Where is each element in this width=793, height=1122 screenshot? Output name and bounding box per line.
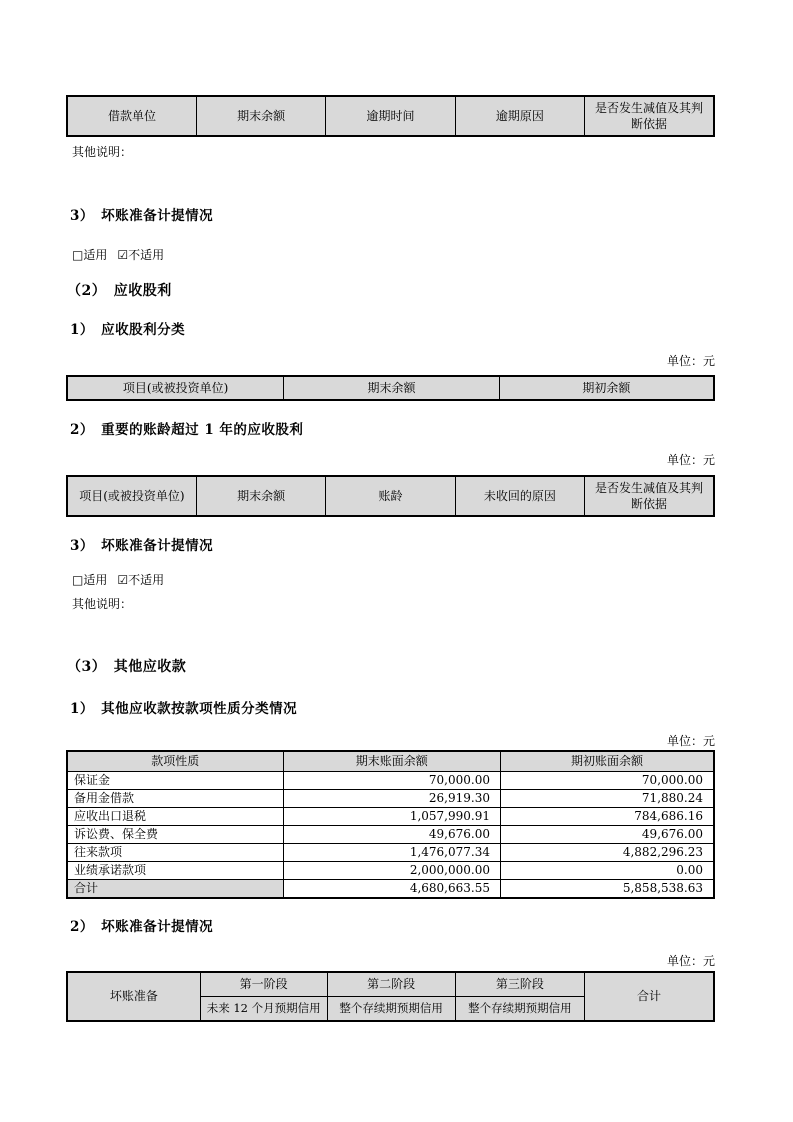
opening-amount-cell: 0.00 (500, 862, 714, 880)
closing-amount-cell: 26,919.30 (283, 790, 500, 808)
nature-classification-table (66, 750, 715, 899)
column-header: 未收回的原因 (455, 476, 584, 516)
closing-amount-cell: 1,057,990.91 (283, 808, 500, 826)
column-header: 款项性质 (67, 751, 283, 772)
opening-amount-cell: 5,858,538.63 (500, 880, 714, 899)
checkbox-applicable: □适用 (72, 573, 108, 587)
other-notes-label: 其他说明： (72, 597, 133, 611)
opening-amount-cell: 4,882,296.23 (500, 844, 714, 862)
applicability-line (72, 246, 164, 263)
other-notes-label: 其他说明： (72, 145, 133, 159)
closing-amount-cell: 2,000,000.00 (283, 862, 500, 880)
table-header-row (67, 376, 714, 400)
table-header-row (67, 476, 714, 516)
column-subheader: 整个存续期预期信用 (327, 997, 455, 1022)
column-subheader: 未来 12 个月预期信用 (200, 997, 327, 1022)
table-row (67, 790, 714, 808)
row-label-cell: 业绩承诺款项 (67, 862, 283, 880)
column-header: 第三阶段 (455, 972, 584, 997)
table-row (67, 862, 714, 880)
table-header-row (67, 96, 714, 136)
opening-amount-cell: 49,676.00 (500, 826, 714, 844)
table-row (67, 826, 714, 844)
column-header: 项目(或被投资单位) (67, 376, 284, 400)
unit-label: 单位：元 (666, 354, 715, 368)
column-header: 期末余额 (196, 476, 325, 516)
unit-label: 单位：元 (666, 734, 715, 748)
column-header: 借款单位 (67, 96, 196, 136)
column-header: 是否发生减值及其判断依据 (585, 476, 714, 516)
closing-amount-cell: 4,680,663.55 (283, 880, 500, 899)
dividend-classification-table (66, 375, 715, 401)
table-row (67, 772, 714, 790)
closing-amount-cell: 49,676.00 (283, 826, 500, 844)
opening-amount-cell: 70,000.00 (500, 772, 714, 790)
row-label-cell: 往来款项 (67, 844, 283, 862)
column-header: 逾期原因 (455, 96, 584, 136)
column-header: 期末账面余额 (283, 751, 500, 772)
row-label-cell: 保证金 (67, 772, 283, 790)
column-header: 期末余额 (284, 376, 499, 400)
table-row (67, 808, 714, 826)
table-total-row (67, 880, 714, 899)
bad-debt-stages-table (66, 971, 715, 1022)
column-header: 期初余额 (499, 376, 714, 400)
column-header: 逾期时间 (326, 96, 455, 136)
row-label-cell: 应收出口退税 (67, 808, 283, 826)
overdue-loans-table (66, 95, 715, 137)
section-heading-dividends-receivable: （2） 应收股利 (67, 283, 172, 299)
overdue-dividend-table (66, 475, 715, 517)
table-row (67, 844, 714, 862)
row-label-cell: 诉讼费、保全费 (67, 826, 283, 844)
section-heading-other-receivables: （3） 其他应收款 (67, 659, 187, 675)
row-label-cell: 备用金借款 (67, 790, 283, 808)
column-header: 账龄 (326, 476, 455, 516)
section-heading-dividend-over-1-year: 2） 重要的账龄超过 1 年的应收股利 (70, 422, 304, 438)
column-header: 第二阶段 (327, 972, 455, 997)
total-label-cell: 合计 (67, 880, 283, 899)
column-header: 第一阶段 (200, 972, 327, 997)
total-header-cell: 合计 (585, 972, 714, 1021)
checkbox-not-applicable: ☑不适用 (117, 573, 165, 587)
unit-label: 单位：元 (666, 954, 715, 968)
section-heading-bad-debt-provision: 3） 坏账准备计提情况 (70, 208, 214, 224)
applicability-line (72, 571, 164, 588)
column-header: 项目(或被投资单位) (67, 476, 196, 516)
section-heading-dividend-classification: 1） 应收股利分类 (70, 322, 186, 338)
table-header-row (67, 972, 714, 997)
table-header-row (67, 751, 714, 772)
column-header: 期末余额 (196, 96, 325, 136)
opening-amount-cell: 71,880.24 (500, 790, 714, 808)
section-heading-nature-classification: 1） 其他应收款按款项性质分类情况 (70, 701, 298, 717)
checkbox-applicable: □适用 (72, 248, 108, 262)
closing-amount-cell: 70,000.00 (283, 772, 500, 790)
unit-label: 单位：元 (666, 453, 715, 467)
column-subheader: 整个存续期预期信用 (455, 997, 584, 1022)
column-header: 期初账面余额 (500, 751, 714, 772)
section-heading-bad-debt-provision: 3） 坏账准备计提情况 (70, 538, 214, 554)
section-heading-bad-debt-provision: 2） 坏账准备计提情况 (70, 919, 214, 935)
opening-amount-cell: 784,686.16 (500, 808, 714, 826)
column-header: 是否发生减值及其判断依据 (585, 96, 714, 136)
corner-header-cell: 坏账准备 (67, 972, 200, 1021)
checkbox-not-applicable: ☑不适用 (117, 248, 165, 262)
closing-amount-cell: 1,476,077.34 (283, 844, 500, 862)
